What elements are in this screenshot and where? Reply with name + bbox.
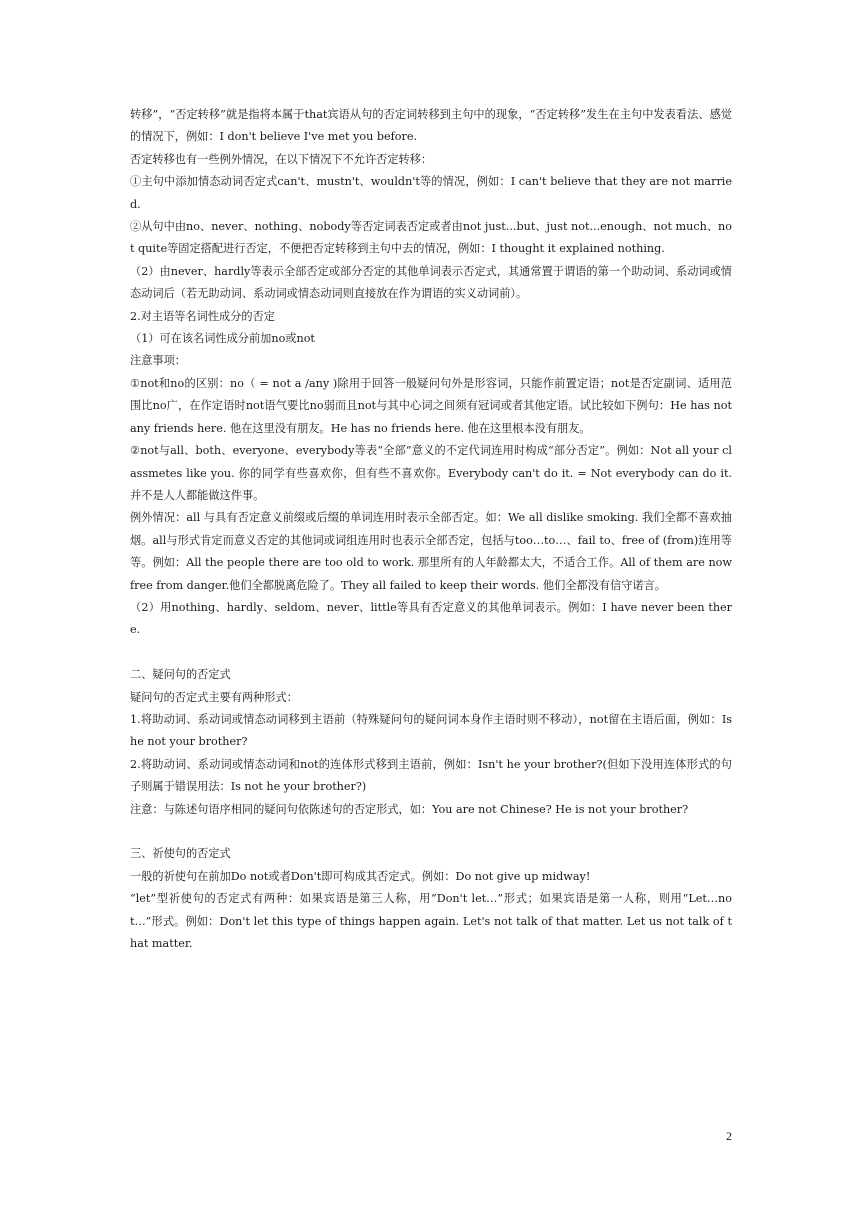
paragraph: （1）可在该名词性成分前加no或not <box>130 332 315 346</box>
paragraph: 一般的祈使句在前加Do not或者Don't即可构成其否定式。例如：Do not give up midway! <box>130 869 591 883</box>
paragraph: 1.将助动词、系动词或情态动词移到主语前（特殊疑问句的疑问词本身作主语时则不移动），not留在主语后面，例如：Is he not your brother? <box>130 712 732 749</box>
paragraph: 例外情况：all 与具有否定意义前缀或后缀的单词连用时表示全部否定。如：We all dislike smoking. 我们全都不喜欢抽烟。all与形式肯定而意义否定的其他词或词组连用时也表示全部否定，包括与too…to…、fail to、free of (from)连用等等。例如：All the people there are too old to work. 那里所有的人年龄都太大，不适合工作。All of them are now free from danger.他们全都脱离危险了。They all failed to keep their words. 他们全都没有信守诺言。 <box>130 511 732 592</box>
paragraph: ②从句中由no、never、nothing、nobody等否定词表否定或者由not just...but、just not...enough、not much、not quite等固定搭配进行否定，不便把否定转移到主句中去的情况，例如：I thought it explained nothing. <box>130 220 732 256</box>
paragraph: 转移”，“否定转移”就是指将本属于that宾语从句的否定词转移到主句中的现象，“否定转移”发生在主句中发表看法、感觉的情况下，例如：I don't believe I've met you before. <box>130 108 732 144</box>
blank-line <box>130 821 732 843</box>
document-body <box>130 104 732 955</box>
paragraph: “let”型祈使句的否定式有两种：如果宾语是第三人称，用“Don't let…”形式；如果宾语是第一人称，则用“Let…not…”形式。例如：Don't let this type of things happen again. Let's not talk of that matter. Let us not talk of that matter. <box>130 892 732 950</box>
page-number: 2 <box>726 1129 732 1143</box>
paragraph: ②not与all、both、everyone、everybody等表“全部”意义的不定代词连用时构成“部分否定”。例如：Not all your classmetes like you. 你的同学有些喜欢你，但有些不喜欢你。Everybody can't do it. = Not everybody can do it. 并不是人人都能做这件事。 <box>130 444 732 502</box>
paragraph: ①主句中添加情态动词否定式can't、mustn't、wouldn't等的情况，例如：I can't believe that they are not married. <box>130 175 732 211</box>
paragraph: ①not和no的区别：no（ = not a /any )除用于回答一般疑问句外是形容词，只能作前置定语；not是否定副词、适用范围比no广，在作定语时not语气要比no弱而且not与其中心词之间须有冠词或者其他定语。试比较如下例句：He has not any friends here. 他在这里没有朋友。He has no friends here. 他在这里根本没有朋友。 <box>130 376 732 435</box>
section-heading: 二、疑问句的否定式 <box>130 668 231 682</box>
paragraph: 否定转移也有一些例外情况，在以下情况下不允许否定转移： <box>130 152 433 166</box>
paragraph: 疑问句的否定式主要有两种形式： <box>130 690 298 704</box>
paragraph: （2）由never、hardly等表示全部否定或部分否定的其他单词表示否定式，其通常置于谓语的第一个助动词、系动词或情态动词后（若无助动词、系动词或情态动词则直接放在作为谓语的实义动词前）。 <box>130 264 732 301</box>
paragraph: 注意：与陈述句语序相同的疑问句依陈述句的否定形式，如：You are not Chinese? He is not your brother? <box>130 802 689 816</box>
paragraph: 注意事项： <box>130 354 186 368</box>
paragraph: 2.将助动词、系动词或情态动词和not的连体形式移到主语前，例如：Isn't he your brother?(但如下没用连体形式的句子则属于错误用法：Is not he your brother?) <box>130 757 732 794</box>
paragraph: （2）用nothing、hardly、seldom、never、little等具有否定意义的其他单词表示。例如：I have never been there. <box>130 600 732 637</box>
section-heading: 三、祈使句的否定式 <box>130 847 231 861</box>
blank-line <box>130 642 732 664</box>
section-heading: 2.对主语等名词性成分的否定 <box>130 309 275 323</box>
